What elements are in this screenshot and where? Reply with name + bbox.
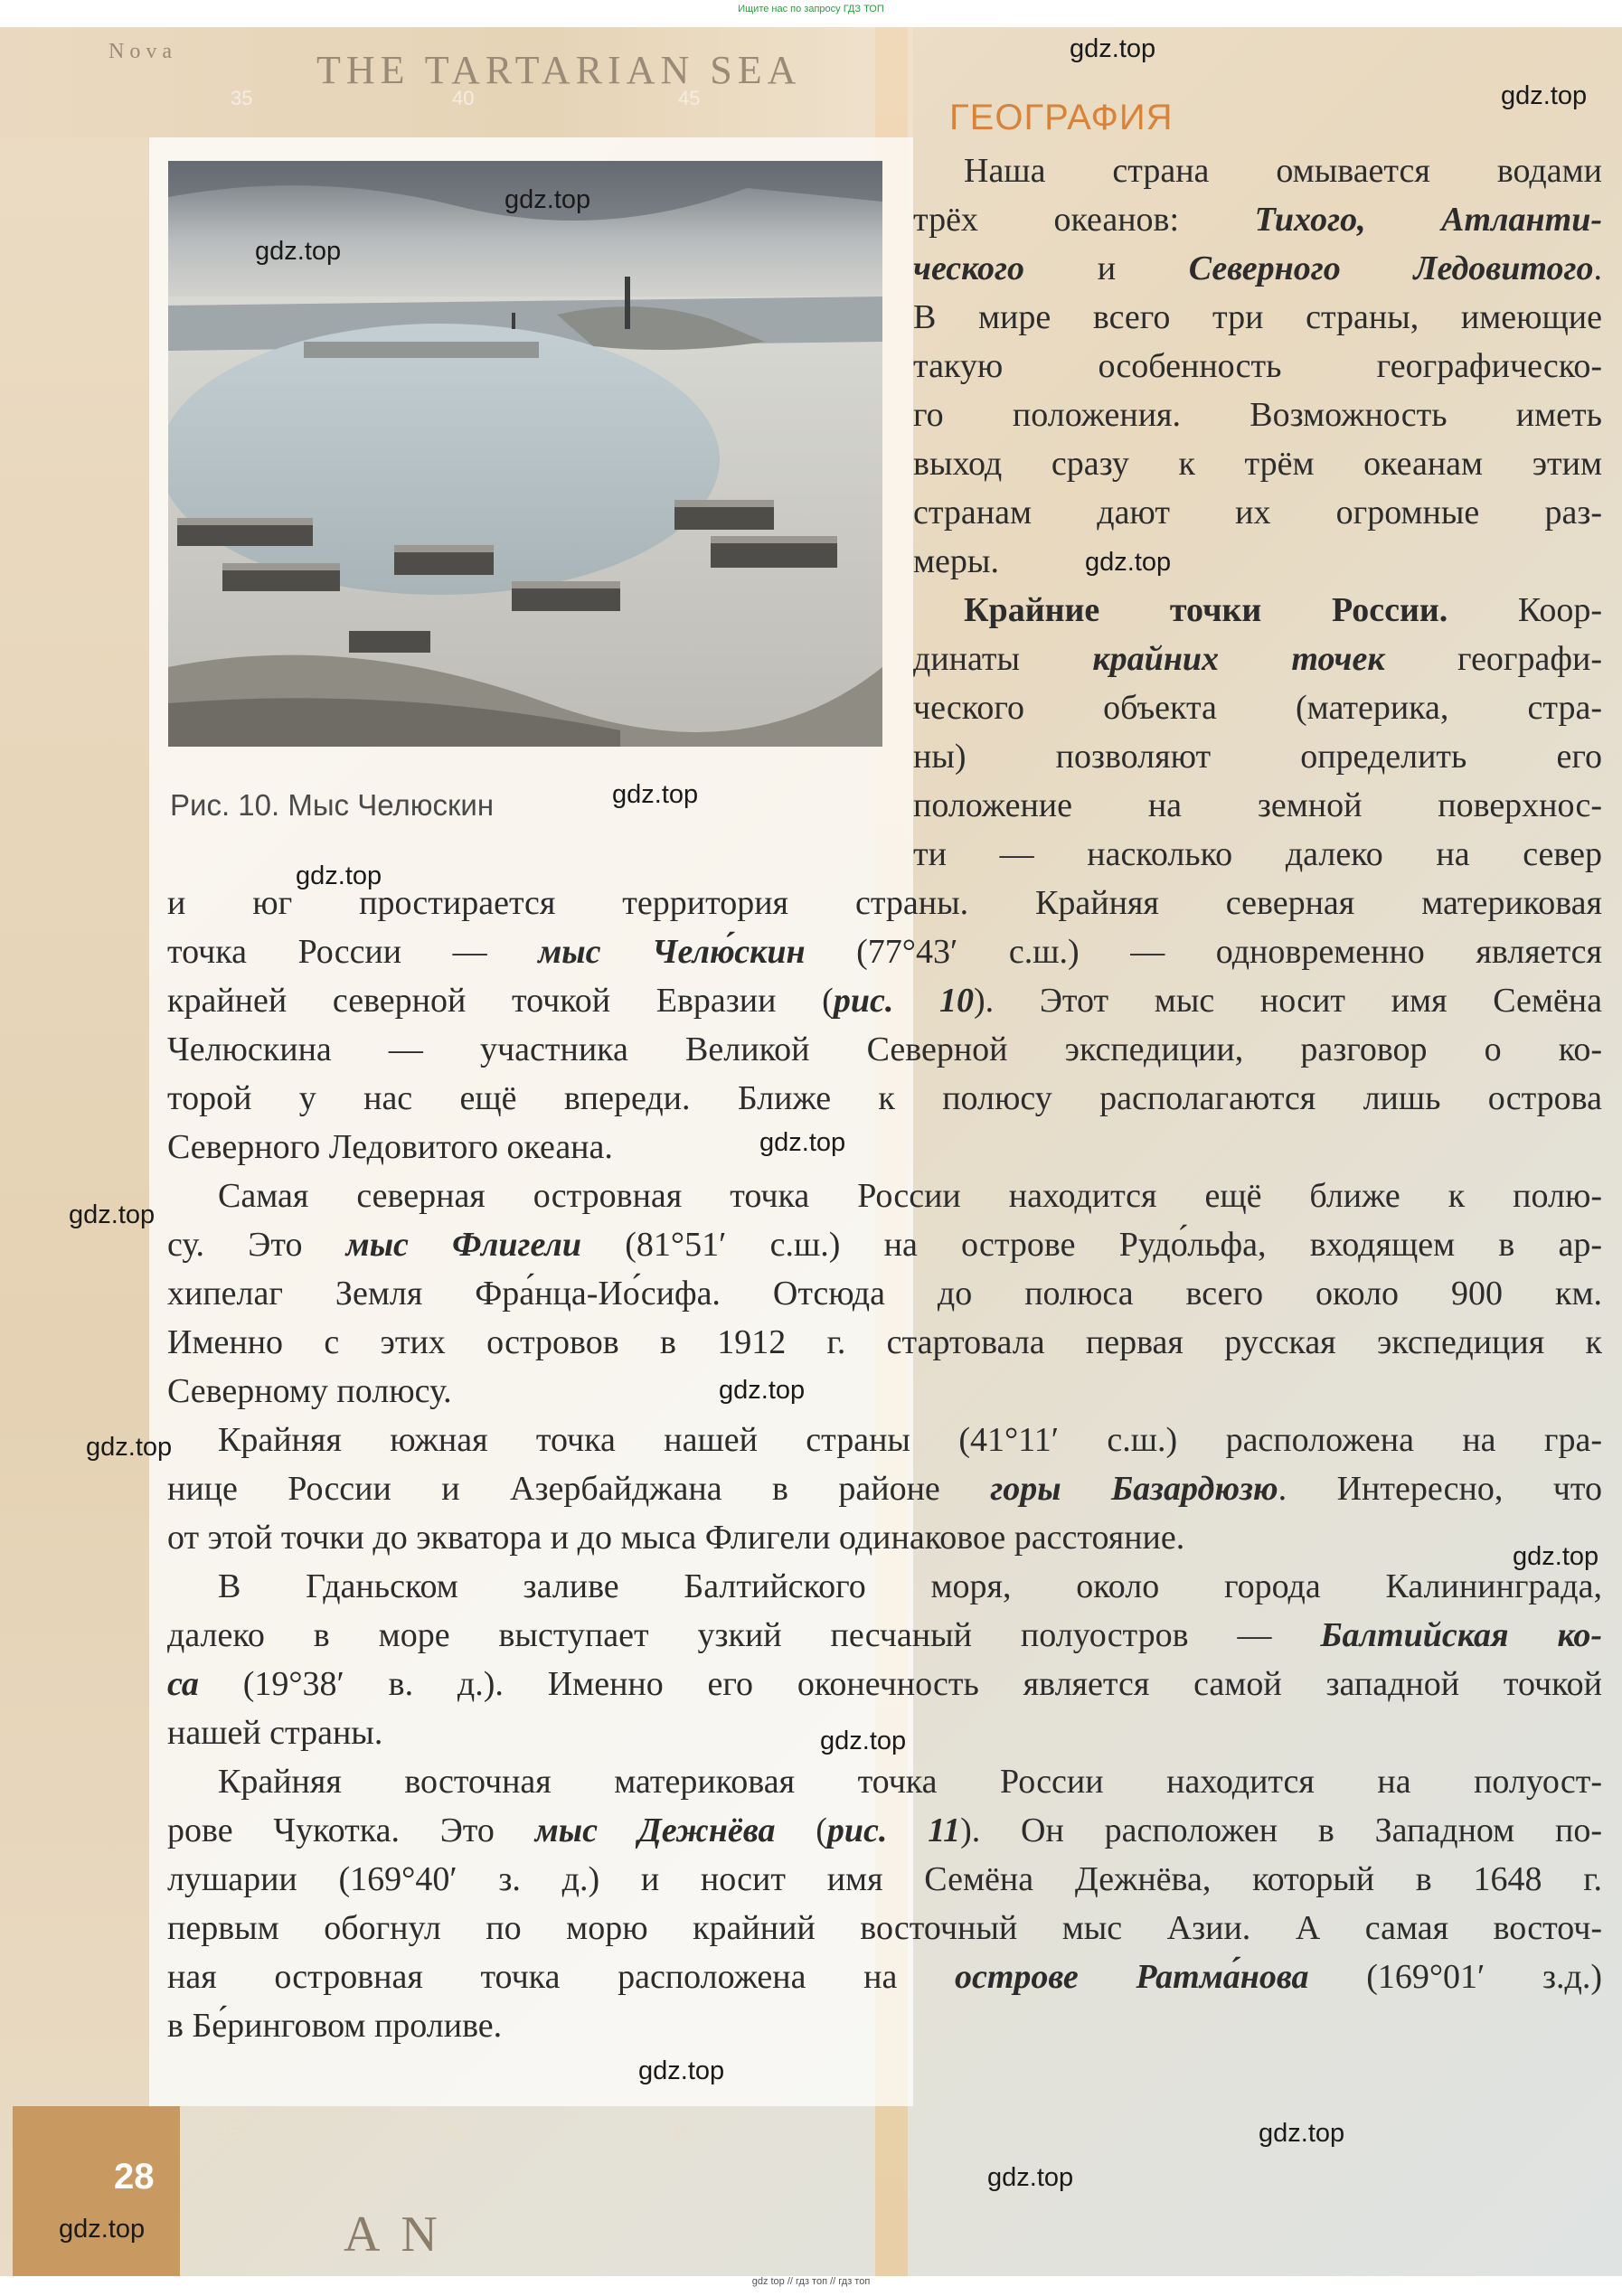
- watermark: gdz.top: [638, 2056, 725, 2085]
- grid-number: 45: [669, 2121, 692, 2143]
- text-line: ческого объекта (материка, стра-: [913, 689, 1602, 727]
- text-line: ны) позволяют определить его: [913, 738, 1602, 776]
- text-line: Челюскина — участника Великой Северной экспедиции, разговор о ко-: [167, 1030, 1602, 1068]
- watermark: gdz.top: [1085, 548, 1172, 577]
- text-line: ческого и Северного Ледовитого.: [913, 249, 1602, 287]
- text-line: В мире всего три страны, имеющие: [913, 298, 1602, 336]
- text-line: такую особенность географическо-: [913, 347, 1602, 385]
- watermark: gdz.top: [820, 1727, 907, 1755]
- watermark: gdz.top: [1259, 2119, 1345, 2148]
- grid-number: 35: [217, 2121, 240, 2143]
- section-title: ГЕОГРАФИЯ: [949, 98, 1174, 137]
- text-line: лушарии (169°40′ з. д.) и носит имя Семёна Дежнёва, который в 1648 г.: [167, 1860, 1602, 1898]
- text-line: точка России — мыс Челю́скин (77°43′ с.ш.) — одновременно является: [167, 933, 1603, 971]
- text-line: нашей страны.: [167, 1714, 383, 1752]
- watermark: gdz.top: [1070, 34, 1156, 63]
- text-line: Самая северная островная точка России находится ещё ближе к полю-: [218, 1177, 1602, 1215]
- watermark: gdz.top: [987, 2163, 1074, 2192]
- watermark: gdz.top: [759, 1128, 846, 1157]
- text-line: далеко в море выступает узкий песчаный полуостров — Балтийская ко-: [167, 1616, 1603, 1654]
- map-label-nova: Nova: [108, 40, 177, 63]
- page-number-box: [13, 2106, 180, 2276]
- text-line: го положения. Возможность иметь: [913, 396, 1602, 434]
- text-line: Крайние точки России. Коор-: [964, 591, 1602, 629]
- map-left-margin: [0, 27, 149, 2276]
- watermark: gdz.top: [69, 1200, 156, 1229]
- watermark: gdz.top: [59, 2215, 146, 2244]
- text-line: и юг простирается территория страны. Крайняя северная материковая: [167, 884, 1602, 922]
- grid-number: 35: [231, 87, 253, 109]
- watermark: gdz.top: [296, 861, 382, 890]
- text-line: рове Чукотка. Это мыс Дежнёва (рис. 11). Он расположен в Западном по-: [167, 1811, 1602, 1849]
- bottom-banner: gdz top // гдз топ // гдз топ: [751, 2276, 871, 2287]
- text-line: торой у нас ещё впереди. Ближе к полюсу располагаются лишь острова: [167, 1079, 1602, 1117]
- text-line: крайней северной точкой Евразии (рис. 10). Этот мыс носит имя Семёна: [167, 982, 1603, 1020]
- map-label-sea: THE TARTARIAN SEA: [316, 48, 802, 92]
- text-line: ная островная точка расположена на острове Ратма́нова (169°01′ з.д.): [167, 1958, 1602, 1996]
- text-line: Северного Ледовитого океана.: [167, 1128, 613, 1166]
- text-line: Именно с этих островов в 1912 г. стартовала первая русская экспедиция к: [167, 1323, 1602, 1361]
- watermark: gdz.top: [255, 237, 342, 266]
- grid-number: 45: [678, 87, 701, 109]
- text-line: Северному полюсу.: [167, 1372, 452, 1410]
- top-banner: Ищите нас по запросу ГДЗ ТОП: [738, 4, 884, 14]
- figure-caption: Рис. 10. Мыс Челюскин: [170, 788, 495, 822]
- text-line: трёх океанов: Тихого, Атланти-: [913, 201, 1602, 239]
- watermark: gdz.top: [1513, 1542, 1599, 1571]
- text-line: динаты крайних точек географи-: [913, 640, 1602, 678]
- watermark: gdz.top: [719, 1376, 806, 1405]
- text-column-full: [167, 879, 1602, 2050]
- page-number: 28: [114, 2157, 155, 2197]
- text-column-right: [913, 146, 1602, 879]
- text-line: са (19°38′ в. д.). Именно его оконечность является самой западной точкой: [167, 1665, 1602, 1703]
- text-line: ти — насколько далеко на север: [913, 835, 1602, 873]
- text-line: Крайняя южная точка нашей страны (41°11′ с.ш.) расположена на гра-: [218, 1421, 1602, 1459]
- text-line: выход сразу к трём океанам этим: [913, 445, 1602, 483]
- watermark: gdz.top: [86, 1433, 173, 1462]
- text-line: в Бе́ринговом проливе.: [167, 2007, 503, 2045]
- watermark: gdz.top: [505, 185, 591, 214]
- text-line: су. Это мыс Флигели (81°51′ с.ш.) на острове Рудо́льфа, входящем в ар-: [167, 1226, 1602, 1264]
- text-line: хипелаг Земля Фра́нца-Ио́сифа. Отсюда до полюса всего около 900 км.: [167, 1275, 1602, 1313]
- text-line: нице России и Азербайджана в районе горы Базардюзю. Интересно, что: [167, 1470, 1603, 1508]
- grid-number: 40: [443, 2121, 466, 2143]
- map-label-letters: A N: [344, 2207, 443, 2263]
- text-line: меры.: [913, 542, 999, 580]
- watermark: gdz.top: [1501, 81, 1588, 110]
- text-line: В Гданьском заливе Балтийского моря, около города Калининграда,: [218, 1567, 1602, 1605]
- text-line: Крайняя восточная материковая точка России находится на полуост-: [218, 1763, 1602, 1801]
- watermark: gdz.top: [612, 780, 699, 809]
- text-line: от этой точки до экватора и до мыса Флигели одинаковое расстояние.: [167, 1519, 1185, 1557]
- text-line: странам дают их огромные раз-: [913, 494, 1602, 532]
- text-line: Наша страна омывается водами: [964, 152, 1602, 190]
- text-line: первым обогнул по морю крайний восточный мыс Азии. А самая восточ-: [167, 1909, 1602, 1947]
- grid-number: 40: [452, 87, 475, 109]
- text-line: положение на земной поверхнос-: [913, 786, 1602, 824]
